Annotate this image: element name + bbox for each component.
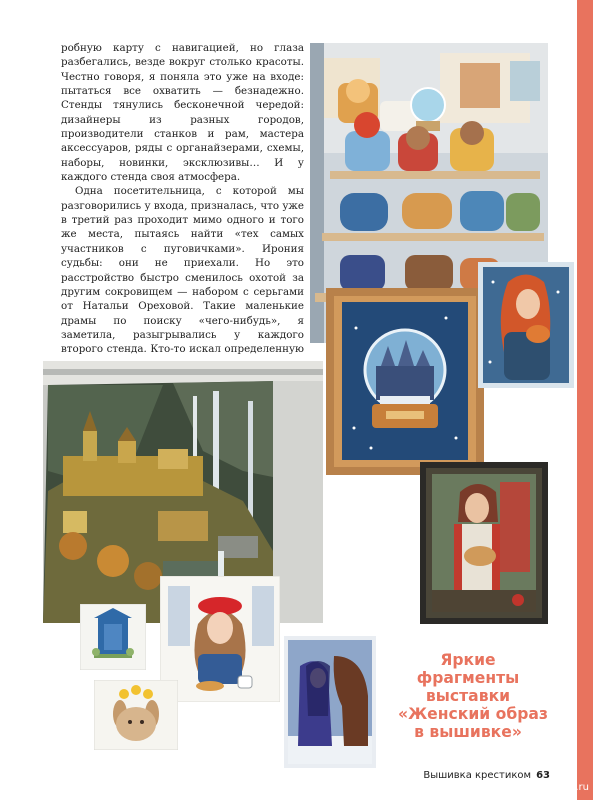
bunny-embroidery-image bbox=[94, 680, 178, 750]
photo-blue-door-embroidery bbox=[80, 604, 146, 670]
caption-line: «Женский образ bbox=[398, 705, 548, 723]
photo-woman-horse-embroidery bbox=[284, 636, 376, 768]
blue-door-embroidery-image bbox=[80, 604, 146, 670]
photo-folk-woman-embroidery bbox=[420, 462, 548, 624]
folk-woman-embroidery-image bbox=[420, 462, 548, 624]
photo-caption bbox=[398, 651, 548, 741]
site-watermark: PassionForum.ru bbox=[506, 782, 589, 793]
photo-snow-globe-embroidery bbox=[326, 288, 484, 475]
article-paragraph-2: Одна посетительница, с которой мы разговорились у входа, призналась, что уже в третий раз проходит мимо одного и того же места, пытаясь найти «тех самых участников с пуговичками». Ирония судьбы: они не приехали. Но это расстройство быстро сменилось охотой за другим сокровищем — набором с серьгами от Натальи Ореховой. Такие маленькие драмы по поиску «чего-нибудь», я заметила, разыгрывались у каждого второго стенда. Кто-то искал определенную bbox=[61, 185, 304, 356]
snow-globe-embroidery-image bbox=[326, 288, 484, 475]
page-accent-bar bbox=[577, 0, 593, 800]
caption-line: Яркие bbox=[440, 651, 496, 669]
magazine-title: Вышивка крестиком bbox=[423, 770, 532, 781]
photo-bunny-embroidery bbox=[94, 680, 178, 750]
woman-horse-embroidery-image bbox=[284, 636, 376, 768]
article-paragraph-1: робную карту с навигацией, но глаза разбегались, везде вокруг столько красоты. Честно говоря, я поняла это уже на входе: пытаться все охватить — безнадежно. Стенды тянулись бесконечной чередой: дизайнеры из разных городов, производители станков и рам, мастера аксессуаров, ряды с органайзерами, схемы, наборы, новинки, эксклюзивы… И у каждого стенда своя атмосфера. bbox=[61, 42, 304, 184]
photo-red-beret-girl-embroidery bbox=[160, 576, 280, 702]
redhead-fox-embroidery-image bbox=[478, 262, 574, 388]
photo-redhead-fox-embroidery bbox=[478, 262, 574, 388]
page-footer bbox=[423, 770, 550, 781]
red-beret-girl-embroidery-image bbox=[160, 576, 280, 702]
caption-line: в вышивке» bbox=[414, 723, 522, 741]
page-number: 63 bbox=[536, 770, 550, 781]
caption-line: выставки bbox=[425, 687, 511, 705]
caption-line: фрагменты bbox=[416, 669, 520, 687]
